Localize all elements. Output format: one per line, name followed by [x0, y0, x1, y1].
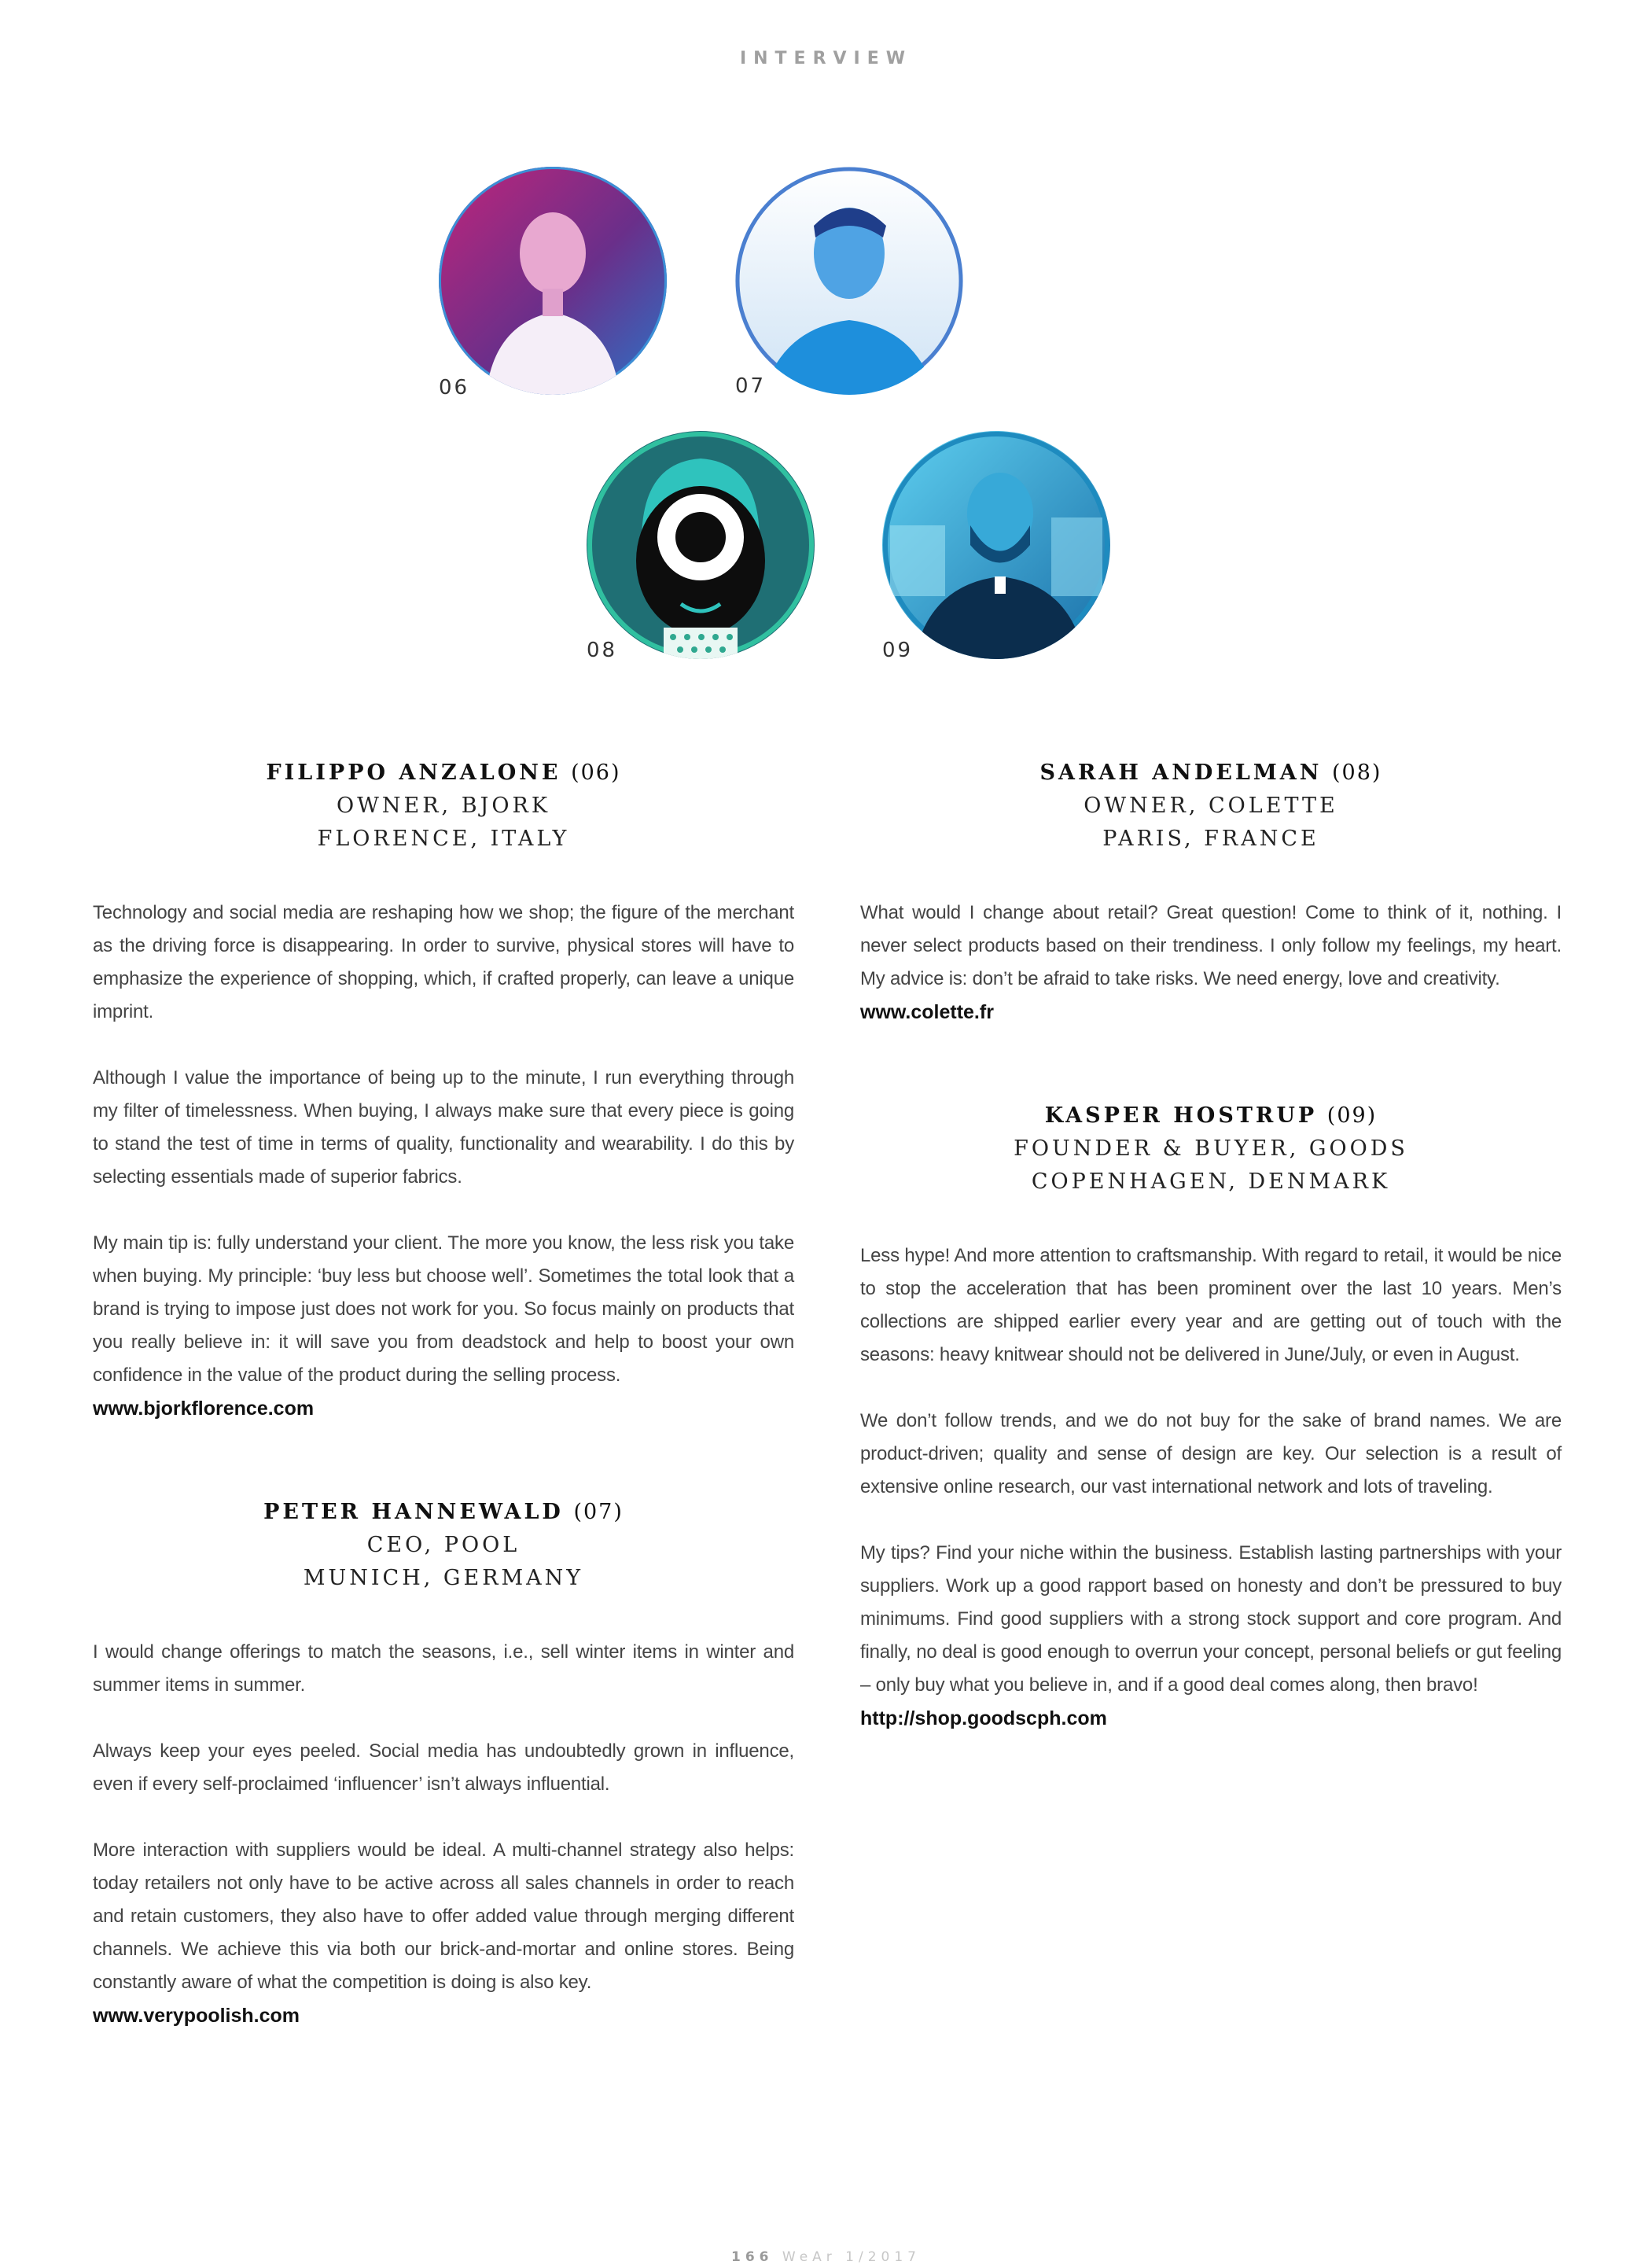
person-role: FOUNDER & BUYER, GOODS	[1014, 1136, 1408, 1161]
interview-peter	[93, 1496, 794, 2032]
answer-paragraph: My tips? Find your niche within the business. Establish lasting partnerships with your suppliers. Work up a good rapport based on honesty and don’t be pressured to buy minimums. Find good suppliers with a strong stock support and core program. And finally, no deal is good enough to overrun your concept, personal beliefs or gut feeling – only buy what you believe in, and if a good deal comes along, then bravo!	[860, 1542, 1562, 1696]
answer-paragraph: My main tip is: fully understand your client. The more you know, the less risk you take when buying. My principle: ‘buy less but choose well’. Sometimes the total look that a brand is trying to impose just does not work for you. So focus mainly on products that you really believe in: it will save you from deadstock and help to boost your own confidence in the value of the product during the selling process.	[93, 1232, 794, 1386]
column-right	[860, 757, 1562, 1806]
portrait-number: 09	[882, 639, 914, 662]
page-footer	[0, 2249, 1652, 2265]
portrait-number: 08	[587, 639, 618, 662]
person-name: PETER HANNEWALD	[263, 1500, 564, 1524]
person-number: (06)	[571, 761, 621, 785]
person-header	[93, 757, 794, 856]
person-name-line	[93, 757, 794, 790]
person-name: SARAH ANDELMAN	[1039, 761, 1323, 785]
answer-paragraph: More interaction with suppliers would be ideal. A multi-channel strategy also helps: today retailers not only have to be active across all sales channels in order to reach and retain customers, they also have to offer added value through merging different channels. We achieve this via both our brick-and-mortar and online stores. Being constantly aware of what the competition is doing is also key.	[93, 1840, 794, 1993]
person-name: KASPER HOSTRUP	[1044, 1103, 1318, 1128]
interview-sarah	[860, 757, 1562, 1029]
person-number: (07)	[573, 1500, 624, 1524]
interview-kasper	[860, 1099, 1562, 1735]
answer-paragraph: We don’t follow trends, and we do not buy for the sake of brand names. We are product-driven; quality and sense of design are key. Our selection is a result of extensive online research, our vast international network and lots of traveling.	[860, 1410, 1562, 1497]
answer-paragraph: Always keep your eyes peeled. Social media has undoubtedly grown in influence, even if every self-proclaimed ‘influencer’ isn’t always influential.	[93, 1740, 794, 1795]
person-location: PARIS, FRANCE	[1102, 827, 1319, 851]
interview-filippo	[93, 757, 794, 1425]
person-role: CEO, POOL	[366, 1533, 521, 1557]
portrait-number: 07	[735, 374, 767, 398]
person-location: COPENHAGEN, DENMARK	[1031, 1169, 1391, 1194]
answer-paragraph: Less hype! And more attention to craftsmanship. With regard to retail, it would be nice to stop the acceleration that has been prominent over the last 10 years. Men’s collections are shipped earlier every year and are getting out of touch with the seasons: heavy knitwear should not be delivered in June/July, or even in August.	[860, 1245, 1562, 1365]
person-header	[860, 1099, 1562, 1199]
person-role: OWNER, COLETTE	[1084, 794, 1338, 818]
person-header	[860, 757, 1562, 856]
person-header	[93, 1496, 794, 1595]
portrait-09-person-photo-cyan	[882, 431, 1110, 659]
person-name: FILIPPO ANZALONE	[266, 761, 561, 785]
portrait-07-person-photo-blue	[735, 167, 963, 395]
website-link[interactable]: www.colette.fr	[860, 1001, 994, 1023]
portrait-06-person-photo-magenta	[439, 167, 667, 395]
portrait-number: 06	[439, 376, 470, 400]
person-location: MUNICH, GERMANY	[303, 1566, 584, 1590]
website-link[interactable]: http://shop.goodscph.com	[860, 1707, 1107, 1729]
answer-paragraph: What would I change about retail? Great question! Come to think of it, nothing. I never select products based on their trendiness. I only follow my feelings, my heart. My advice is: don’t be afraid to take risks. We need energy, love and creativity.	[860, 902, 1562, 989]
issue-label: WeAr 1/2017	[782, 2249, 921, 2265]
answer-paragraph: Technology and social media are reshaping how we shop; the figure of the merchant as the driving force is disappearing. In order to survive, physical stores will have to emphasize the experience of shopping, which, if crafted properly, can leave a unique imprint.	[93, 902, 794, 1022]
page-number: 166	[730, 2249, 774, 2265]
answer-paragraph: I would change offerings to match the seasons, i.e., sell winter items in winter and summer items in summer.	[93, 1641, 794, 1696]
website-link[interactable]: www.bjorkflorence.com	[93, 1398, 315, 1420]
person-location: FLORENCE, ITALY	[317, 827, 570, 851]
person-role: OWNER, BJORK	[336, 794, 550, 818]
person-number: (09)	[1326, 1103, 1378, 1128]
person-name-line	[93, 1496, 794, 1529]
section-label: INTERVIEW	[739, 49, 913, 68]
person-name-line	[860, 1099, 1562, 1132]
column-left	[93, 757, 794, 2103]
answer-paragraph: Although I value the importance of being up to the minute, I run everything through my filter of timelessness. When buying, I always make sure that every piece is going to stand the test of time in terms of quality, functionality and wearability. I do this by selecting essentials made of superior fabrics.	[93, 1067, 794, 1188]
portrait-08-cartoon-eye-avatar	[587, 431, 815, 659]
person-number: (08)	[1332, 761, 1382, 785]
website-link[interactable]: www.verypoolish.com	[93, 2005, 300, 2027]
person-name-line	[860, 757, 1562, 790]
